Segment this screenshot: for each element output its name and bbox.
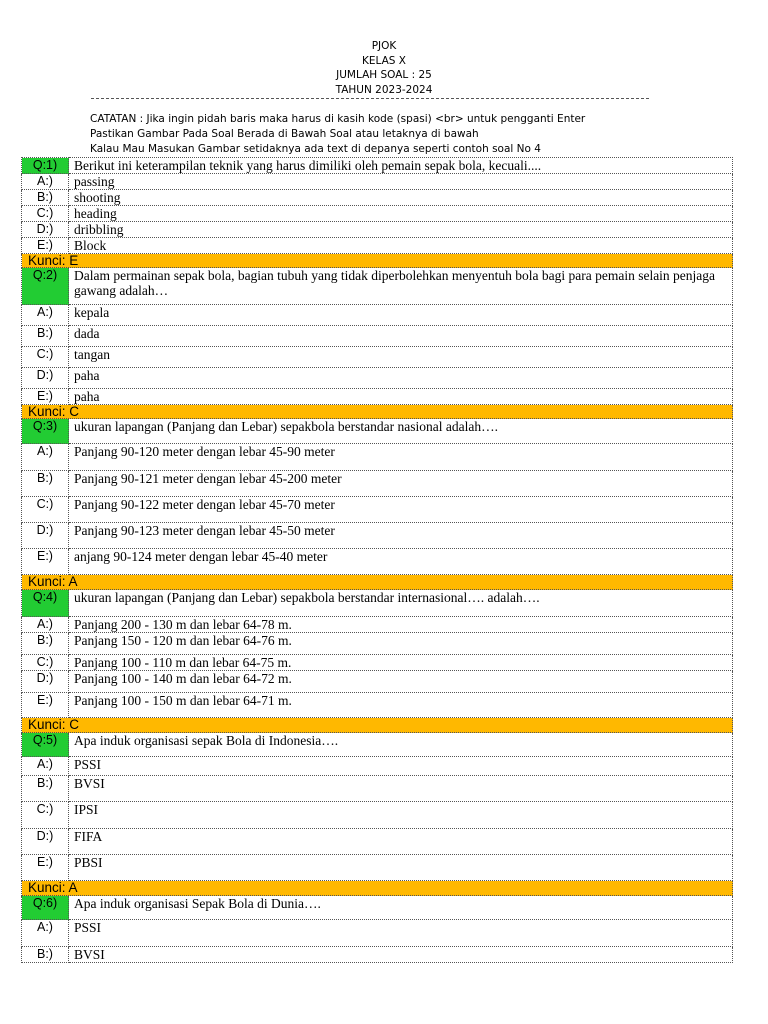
option-label: B:) xyxy=(22,190,69,206)
question-text: Apa induk organisasi Sepak Bola di Dunia…. xyxy=(69,896,733,920)
option-label: C:) xyxy=(22,802,69,829)
option-label: E:) xyxy=(22,549,69,575)
option-label: E:) xyxy=(22,693,69,718)
option-row xyxy=(22,368,733,389)
option-label: B:) xyxy=(22,633,69,655)
option-text: BVSI xyxy=(69,947,733,963)
question-text: ukuran lapangan (Panjang dan Lebar) sepakbola berstandar nasional adalah…. xyxy=(69,419,733,444)
option-text: paha xyxy=(69,389,733,405)
option-text: Panjang 100 - 140 m dan lebar 64-72 m. xyxy=(69,671,733,693)
question-number: Q:5) xyxy=(22,733,69,757)
option-row xyxy=(22,305,733,326)
option-text: paha xyxy=(69,368,733,389)
option-label: B:) xyxy=(22,776,69,802)
option-text: PSSI xyxy=(69,920,733,947)
option-label: E:) xyxy=(22,389,69,405)
question-count: JUMLAH SOAL : 25 xyxy=(336,69,432,81)
question-row xyxy=(22,419,733,444)
option-label: D:) xyxy=(22,368,69,389)
option-row xyxy=(22,190,733,206)
option-label: C:) xyxy=(22,206,69,222)
option-row xyxy=(22,549,733,575)
question-row xyxy=(22,268,733,305)
option-text: Panjang 200 - 130 m dan lebar 64-78 m. xyxy=(69,617,733,633)
option-label: B:) xyxy=(22,471,69,497)
option-row xyxy=(22,947,733,963)
option-text: Block xyxy=(69,238,733,254)
option-text: Panjang 100 - 150 m dan lebar 64-71 m. xyxy=(69,693,733,718)
option-row xyxy=(22,389,733,405)
option-text: dada xyxy=(69,326,733,347)
option-label: D:) xyxy=(22,523,69,549)
option-text: tangan xyxy=(69,347,733,368)
note-line: CATATAN : Jika ingin pidah baris maka harus di kasih kode (spasi) <br> untuk pengganti Enter xyxy=(90,113,586,125)
option-text: anjang 90-124 meter dengan lebar 45-40 meter xyxy=(69,549,733,575)
answer-key-row xyxy=(22,881,733,896)
document-header xyxy=(0,39,768,97)
option-text: IPSI xyxy=(69,802,733,829)
option-label: C:) xyxy=(22,347,69,368)
option-text: Panjang 90-122 meter dengan lebar 45-70 meter xyxy=(69,497,733,523)
answer-key: Kunci: C xyxy=(22,718,733,733)
answer-key: Kunci: C xyxy=(22,405,733,419)
question-text: Dalam permainan sepak bola, bagian tubuh yang tidak diperbolehkan menyentuh bola bagi para pemain selain penjaga gawang adalah… xyxy=(69,268,733,305)
option-row xyxy=(22,757,733,776)
option-row xyxy=(22,920,733,947)
question-number: Q:1) xyxy=(22,158,69,174)
option-text: dribbling xyxy=(69,222,733,238)
option-row xyxy=(22,222,733,238)
option-row xyxy=(22,829,733,855)
option-label: A:) xyxy=(22,757,69,776)
option-row xyxy=(22,523,733,549)
question-number: Q:2) xyxy=(22,268,69,305)
answer-key: Kunci: A xyxy=(22,575,733,590)
answer-key: Kunci: A xyxy=(22,881,733,896)
option-row xyxy=(22,497,733,523)
option-text: heading xyxy=(69,206,733,222)
notes-block xyxy=(90,112,585,158)
option-label: A:) xyxy=(22,617,69,633)
option-label: C:) xyxy=(22,655,69,671)
answer-key-row xyxy=(22,575,733,590)
school-year: TAHUN 2023-2024 xyxy=(335,83,433,96)
option-label: A:) xyxy=(22,444,69,471)
class-title: KELAS X xyxy=(362,54,406,67)
option-text: Panjang 90-123 meter dengan lebar 45-50 meter xyxy=(69,523,733,549)
option-text: passing xyxy=(69,174,733,190)
question-table xyxy=(21,157,733,963)
option-row xyxy=(22,238,733,254)
option-row xyxy=(22,802,733,829)
note-line: Kalau Mau Masukan Gambar setidaknya ada text di depanya seperti contoh soal No 4 xyxy=(90,143,541,156)
option-label: D:) xyxy=(22,829,69,855)
option-row xyxy=(22,347,733,368)
option-row xyxy=(22,776,733,802)
option-row xyxy=(22,206,733,222)
option-text: Panjang 90-120 meter dengan lebar 45-90 meter xyxy=(69,444,733,471)
option-row xyxy=(22,655,733,671)
option-row xyxy=(22,855,733,881)
option-label: D:) xyxy=(22,222,69,238)
option-text: FIFA xyxy=(69,829,733,855)
subject-title: PJOK xyxy=(371,40,397,52)
question-text: ukuran lapangan (Panjang dan Lebar) sepakbola berstandar internasional…. adalah…. xyxy=(69,590,733,617)
dashed-separator xyxy=(91,98,649,99)
option-label: E:) xyxy=(22,238,69,254)
answer-key: Kunci: E xyxy=(22,254,733,268)
option-row xyxy=(22,693,733,718)
option-row xyxy=(22,633,733,655)
option-text: BVSI xyxy=(69,776,733,802)
option-row xyxy=(22,326,733,347)
option-row xyxy=(22,671,733,693)
option-label: B:) xyxy=(22,947,69,963)
option-text: kepala xyxy=(69,305,733,326)
question-row xyxy=(22,896,733,920)
question-number: Q:3) xyxy=(22,419,69,444)
option-text: Panjang 100 - 110 m dan lebar 64-75 m. xyxy=(69,655,733,671)
option-label: A:) xyxy=(22,920,69,947)
answer-key-row xyxy=(22,254,733,268)
option-label: C:) xyxy=(22,497,69,523)
option-text: shooting xyxy=(69,190,733,206)
option-label: E:) xyxy=(22,855,69,881)
answer-key-row xyxy=(22,405,733,419)
option-label: A:) xyxy=(22,305,69,326)
question-row xyxy=(22,158,733,174)
question-row xyxy=(22,733,733,757)
question-text: Berikut ini keterampilan teknik yang harus dimiliki oleh pemain sepak bola, kecuali.... xyxy=(69,158,733,174)
option-label: D:) xyxy=(22,671,69,693)
option-text: Panjang 150 - 120 m dan lebar 64-76 m. xyxy=(69,633,733,655)
option-text: PBSI xyxy=(69,855,733,881)
question-text: Apa induk organisasi sepak Bola di Indonesia…. xyxy=(69,733,733,757)
answer-key-row xyxy=(22,718,733,733)
option-label: A:) xyxy=(22,174,69,190)
option-text: PSSI xyxy=(69,757,733,776)
option-row xyxy=(22,444,733,471)
question-number: Q:4) xyxy=(22,590,69,617)
option-text: Panjang 90-121 meter dengan lebar 45-200 meter xyxy=(69,471,733,497)
option-row xyxy=(22,617,733,633)
question-row xyxy=(22,590,733,617)
option-label: B:) xyxy=(22,326,69,347)
note-line: Pastikan Gambar Pada Soal Berada di Bawah Soal atau letaknya di bawah xyxy=(90,128,479,141)
question-number: Q:6) xyxy=(22,896,69,920)
option-row xyxy=(22,174,733,190)
option-row xyxy=(22,471,733,497)
